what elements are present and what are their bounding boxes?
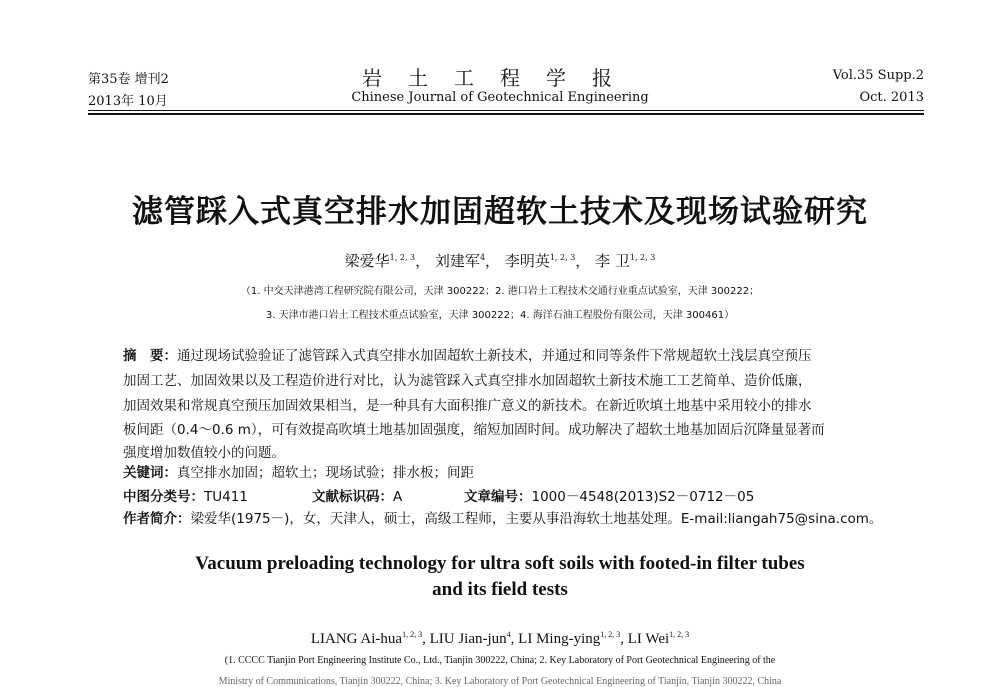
header-rule-thick	[88, 113, 924, 115]
author-intro	[123, 507, 882, 527]
abstract-line: 板间距（0.4～0.6 m），可有效提高吹填土地基加固强度，缩短加固时间。成功解决了超软土地基加固后沉降量显著而	[123, 422, 825, 438]
author-name: 李明英	[504, 252, 550, 270]
author-name-en: LIU Jian-jun	[429, 631, 507, 647]
author-sep: ，	[575, 252, 591, 270]
author-affil-sup: 1, 2, 3	[402, 630, 423, 639]
article-number-label: 文章编号：	[464, 489, 532, 505]
affiliation-en: (1. CCCC Tianjin Port Engineering Institute Co., Ltd., Tianjin 300222, China; 2. Key Laboratory of Port Geotechnical Engineering of the	[224, 655, 776, 666]
header-rule-thin	[88, 110, 924, 111]
paper-title-cn: 滤管踩入式真空排水加固超软土技术及现场试验研究	[132, 194, 868, 230]
paper-title-en-line: Vacuum preloading technology for ultra soft soils with footed-in filter tubes	[195, 553, 805, 574]
doc-code-label: 文献标识码：	[312, 489, 393, 505]
authors-en	[0, 630, 1000, 648]
doc-code	[312, 485, 402, 505]
author-affil-sup: 1, 2, 3	[549, 253, 576, 262]
author-sep: ,	[422, 631, 430, 647]
classification	[123, 485, 248, 505]
abstract-line: 加固工艺、加固效果以及工程造价进行对比，认为滤管踩入式真空排水加固超软土新技术施工工艺简单、造价低廉，	[123, 373, 812, 389]
author-sep: ，	[485, 252, 501, 270]
author-intro-label: 作者简介：	[123, 511, 191, 527]
author-affil-sup: 1, 2, 3	[669, 630, 690, 639]
affiliation-cn-line: 3. 天津市港口岩土工程技术重点试验室，天津 300222；4. 海洋石油工程股份有限公司，天津 300461）	[265, 310, 735, 321]
author-sep: ,	[620, 631, 628, 647]
volume-en: Vol.35 Supp.2	[832, 68, 924, 83]
author-name: 梁爱华	[344, 252, 390, 270]
date-en: Oct. 2013	[859, 90, 924, 105]
author-name: 李 卫	[595, 252, 630, 270]
abstract-line	[123, 344, 812, 364]
author-name: 刘建军	[434, 252, 480, 270]
keywords-label: 关键词：	[123, 465, 177, 481]
paper-title-en-line: and its field tests	[432, 579, 568, 600]
article-number	[464, 485, 754, 505]
author-sep: ,	[510, 631, 519, 647]
author-name-en: LI Ming-ying	[518, 631, 601, 647]
author-affil-sup: 4	[506, 630, 511, 639]
authors-cn	[0, 250, 1000, 271]
abstract-line: 加固效果和常规真空预压加固效果相当，是一种具有大面积推广意义的新技术。在新近吹填土地基中采用较小的排水	[123, 398, 812, 414]
affiliation-en-cut: Ministry of Communications, Tianjin 300222, China; 3. Key Laboratory of Port Geotechnical Engineering of Tianjin, Tianjin 300222, China	[218, 676, 782, 687]
abstract-text: 通过现场试验验证了滤管踩入式真空排水加固超软土新技术，并通过和同等条件下常规超软土浅层真空预压	[177, 348, 812, 364]
author-affil-sup: 1, 2, 3	[629, 253, 656, 262]
article-number-value: 1000－4548(2013)S2－0712－05	[531, 489, 755, 505]
clc-label: 中图分类号：	[123, 489, 204, 505]
author-sep: ，	[415, 252, 431, 270]
doc-code-value: A	[393, 489, 403, 505]
keywords	[123, 461, 474, 481]
keywords-value: 真空排水加固；超软土；现场试验；排水板；间距	[177, 465, 474, 481]
author-affil-sup: 1, 2, 3	[389, 253, 416, 262]
volume-cn: 第35卷 增刊2	[88, 72, 169, 87]
affiliation-cn-line: （1. 中交天津港湾工程研究院有限公司，天津 300222；2. 港口岩土工程技术交通行业重点试验室，天津 300222；	[240, 286, 760, 297]
abstract-label: 摘 要：	[123, 348, 177, 364]
author-name-en: LIANG Ai-hua	[310, 631, 403, 647]
author-name-en: LI Wei	[627, 631, 670, 647]
abstract-line: 强度增加数值较小的问题。	[123, 445, 285, 461]
author-affil-sup: 4	[479, 253, 486, 262]
author-affil-sup: 1, 2, 3	[600, 630, 621, 639]
journal-title-en: Chinese Journal of Geotechnical Engineering	[351, 90, 649, 105]
author-intro-value: 梁爱华(1975－)，女，天津人，硕士，高级工程师，主要从事沿海软土地基处理。E-mail:liangah75@sina.com。	[190, 511, 883, 527]
journal-title-cn: 岩土工程学报	[362, 66, 638, 90]
date-cn: 2013年 10月	[88, 94, 168, 109]
clc-value: TU411	[204, 489, 248, 505]
